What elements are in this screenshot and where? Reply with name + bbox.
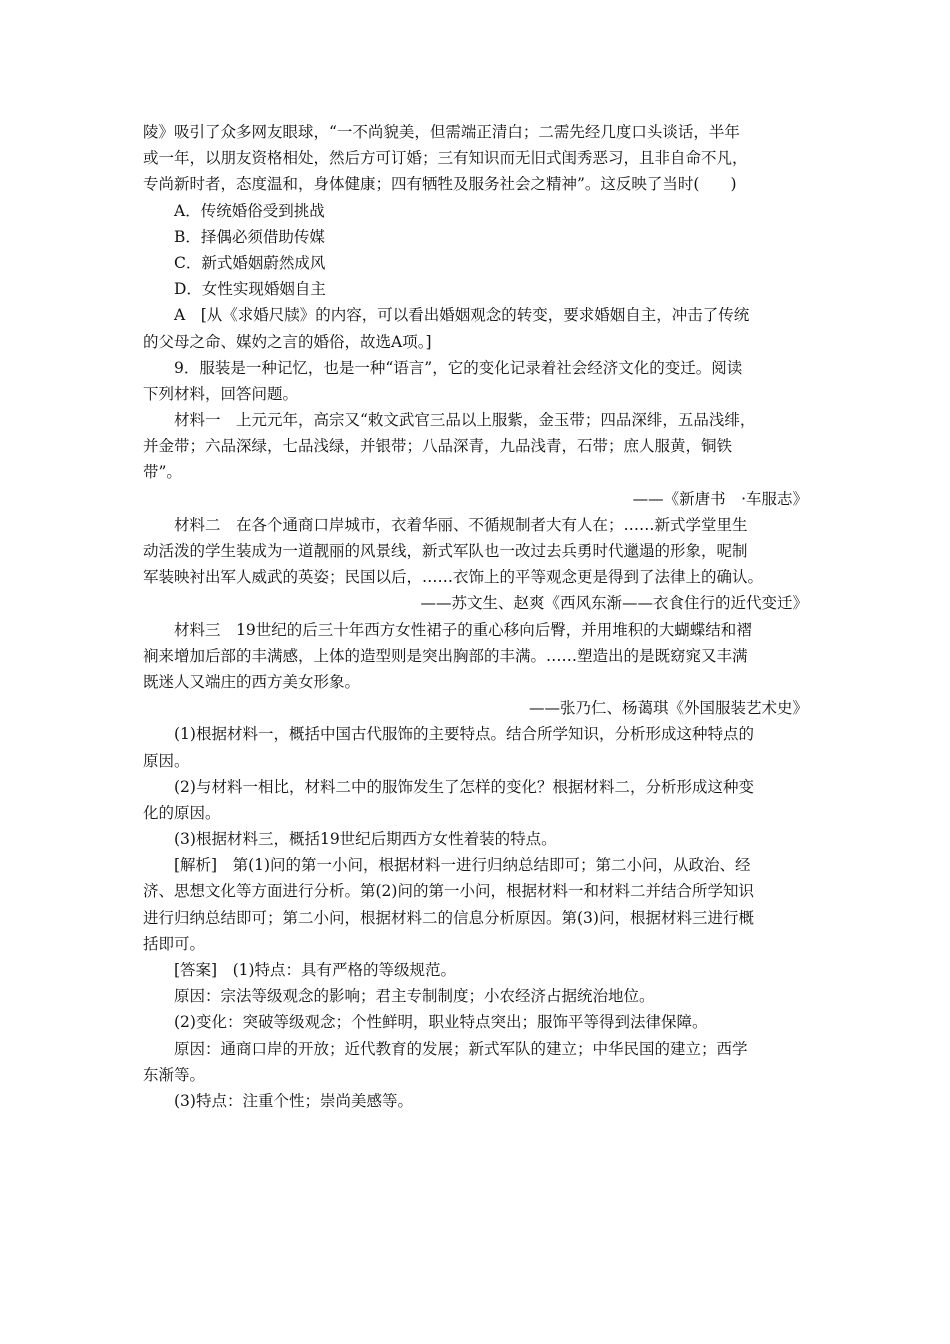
text-line: [解析] 第(1)问的第一小问，根据材料一进行归纳总结即可；第二小问，从政治、经 (174, 856, 751, 875)
text-line: 东渐等。 (143, 1065, 206, 1084)
text-line: 9．服装是一种记忆，也是一种“语言”，它的变化记录着社会经济文化的变迁。阅读 (174, 358, 743, 377)
source-citation-line: ——苏文生、赵爽《西风东渐——衣食住行的近代变迁》 (420, 594, 808, 613)
text-line: 材料二 在各个通商口岸城市，衣着华丽、不循规制者大有人在；……新式学堂里生 (174, 515, 748, 534)
text-line: (1)根据材料一，概括中国古代服饰的主要特点。结合所学知识，分析形成这种特点的 (174, 725, 754, 744)
text-line: [答案] (1)特点：具有严格的等级规范。 (174, 961, 457, 979)
source-citation-line: ——张乃仁、杨蔼琪《外国服装艺术史》 (528, 699, 808, 718)
text-line: 军装映衬出军人威武的英姿；民国以后，……衣饰上的平等观念更是得到了法律上的确认。 (143, 568, 764, 587)
source-citation-line: ——《新唐书 ·车服志》 (632, 489, 808, 508)
text-line: (2)与材料一相比，材料二中的服饰发生了怎样的变化？根据材料二，分析形成这种变 (174, 777, 754, 796)
text-line: (2)变化：突破等级观念；个性鲜明，职业特点突出；服饰平等得到法律保障。 (174, 1013, 708, 1032)
text-line: A [从《求婚尺牍》的内容，可以看出婚姻观念的转变，要求婚姻自主，冲击了传统 (174, 306, 750, 325)
document-body (143, 119, 808, 1114)
text-line: 陵》吸引了众多网友眼球，“一不尚貌美，但需端正清白；二需先经几度口头谈话，半年 (143, 123, 740, 141)
text-line: (3)特点：注重个性；崇尚美感等。 (174, 1091, 413, 1110)
text-line: 专尚新时者，态度温和，身体健康；四有牺牲及服务社会之精神”。这反映了当时( ) (143, 175, 737, 194)
text-line: (3)根据材料三，概括19世纪后期西方女性着装的特点。 (174, 830, 557, 849)
text-line: A．传统婚俗受到挑战 (174, 201, 325, 220)
text-line: 材料三 19世纪的后三十年西方女性裙子的重心移向后臀，并用堆积的大蝴蝶结和褶 (174, 620, 752, 639)
text-line: 裥来增加后部的丰满感，上体的造型则是突出胸部的丰满。……塑造出的是既窈窕又丰满 (143, 646, 748, 665)
text-line: 原因：宗法等级观念的影响；君主专制制度；小农经济占据统治地位。 (174, 987, 655, 1006)
text-line: 进行归纳总结即可；第二小问，根据材料二的信息分析原因。第(3)问，根据材料三进行概 (143, 908, 754, 927)
text-line: D．女性实现婚姻自主 (174, 280, 326, 299)
text-line: 括即可。 (143, 934, 206, 953)
text-line: 既迷人又端庄的西方美女形象。 (143, 672, 361, 691)
text-line: 材料一 上元元年，高宗又“敕文武官三品以上服紫，金玉带；四品深绯，五品浅绯， (174, 411, 756, 430)
text-line: 动活泼的学生装成为一道靓丽的风景线，新式军队也一改过去兵勇时代邋遢的形象，呢制 (143, 542, 748, 560)
text-line: C．新式婚姻蔚然成风 (174, 253, 326, 272)
text-line: 或一年，以朋友资格相处，然后方可订婚；三有知识而无旧式闺秀恶习，且非自命不凡， (143, 149, 748, 168)
text-line: 的父母之命、媒妁之言的婚俗，故选A项。] (143, 332, 432, 351)
text-line: 原因。 (143, 751, 190, 770)
text-line: B．择偶必须借助传媒 (174, 227, 325, 246)
text-line: 原因：通商口岸的开放；近代教育的发展；新式军队的建立；中华民国的建立；西学 (174, 1039, 748, 1058)
text-line: 济、思想文化等方面进行分析。第(2)问的第一小问，根据材料一和材料二并结合所学知识 (143, 882, 754, 901)
text-line: 下列材料，回答问题。 (143, 384, 299, 403)
text-line: 化的原因。 (143, 803, 221, 822)
text-line: 并金带；六品深绿，七品浅绿，并银带；八品深青，九品浅青，石带；庶人服黄，铜铁 (143, 437, 733, 456)
text-line: 带”。 (143, 463, 182, 482)
